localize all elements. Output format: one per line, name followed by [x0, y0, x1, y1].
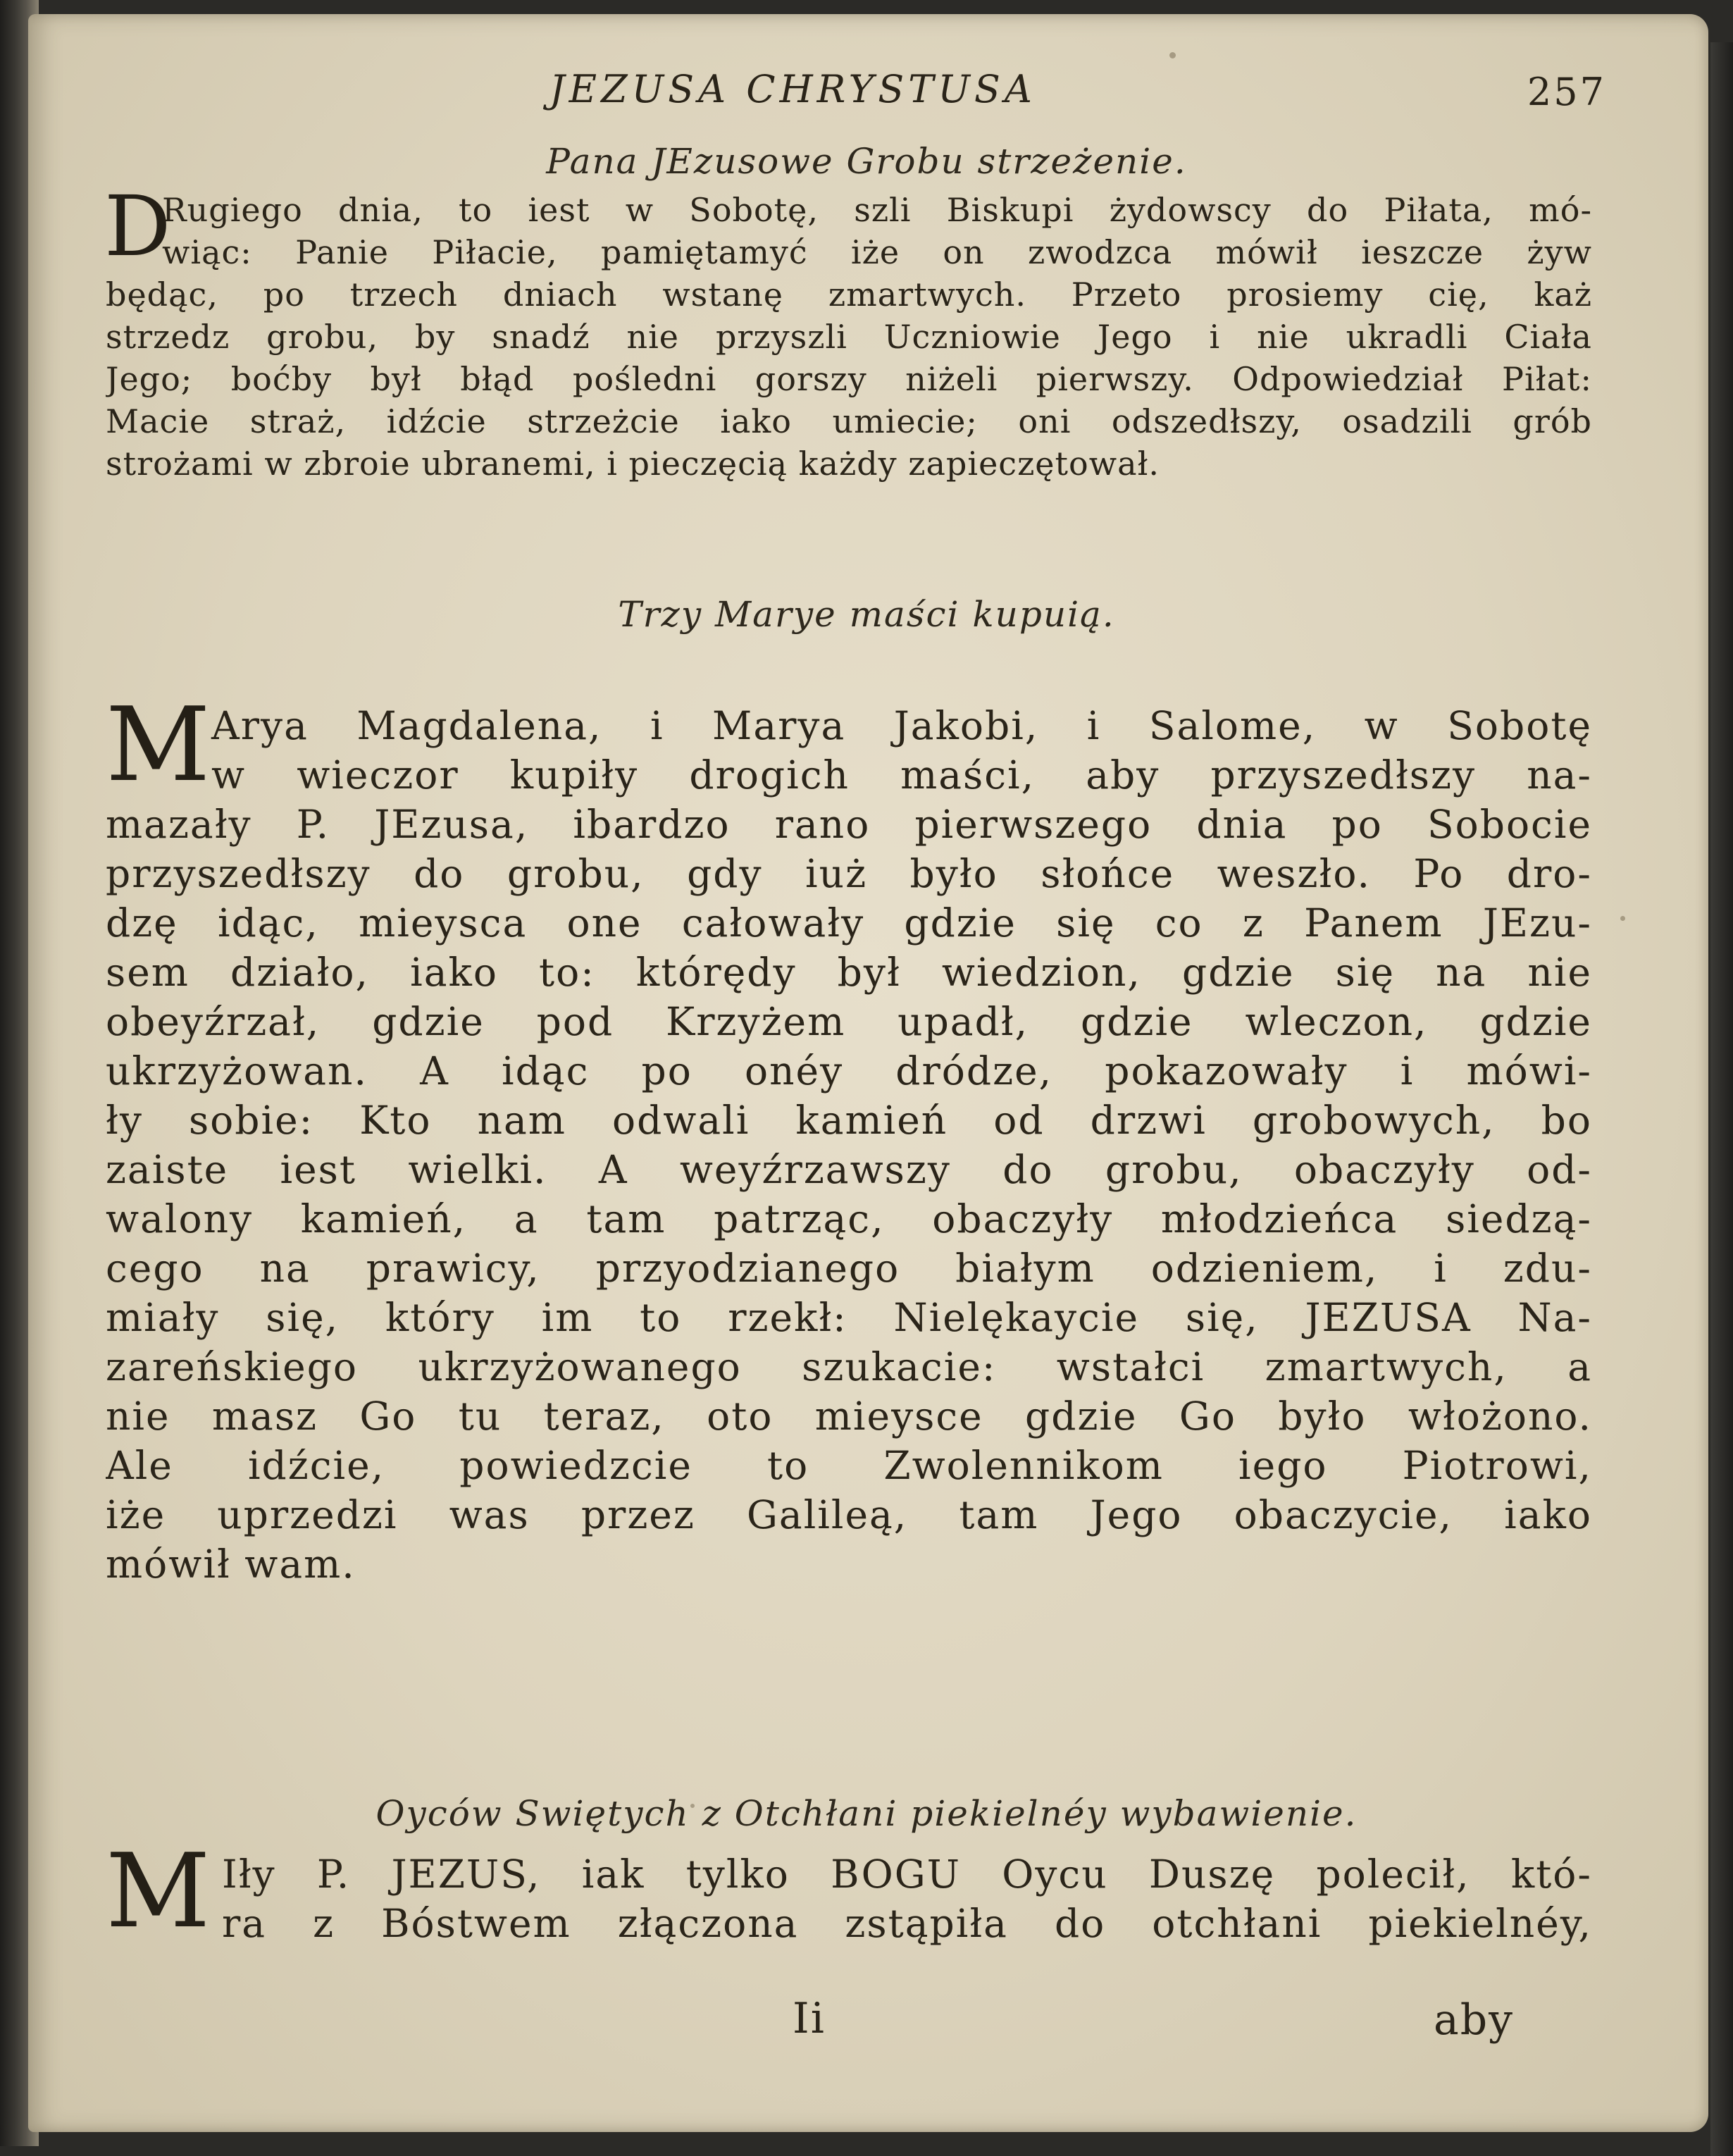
text-line: w wieczor kupiły drogich maści, aby przyszedłszy na-	[211, 752, 1592, 798]
text-line: strzedz grobu, by snadź nie przyszli Uczniowie Jego i nie ukradli Ciała	[106, 318, 1592, 356]
paper-speck	[1620, 916, 1625, 921]
drop-cap-d: D	[104, 178, 171, 275]
text-line: obeyźrzał, gdzie pod Krzyżem upadł, gdzie wleczon, gdzie	[106, 999, 1592, 1044]
text-line: ra z Bóstwem złączona zstąpiła do otchłani piekielnéy,	[222, 1901, 1592, 1946]
text-line: zaiste iest wielki. A weyźrzawszy do grobu, obaczyły od-	[106, 1147, 1592, 1192]
text-line: cego na prawicy, przyodzianego białym odzieniem, i zdu-	[106, 1246, 1592, 1291]
text-line: strożami w zbroie ubranemi, i pieczęcią każdy zapieczętował.	[106, 445, 1160, 483]
paragraph-grobu-strzezenie	[106, 189, 1592, 485]
text-line: dzę idąc, mieysca one całowały gdzie się co z Panem JEzu-	[106, 900, 1592, 946]
text-line: mazały P. JEzusa, ibardzo rano pierwszego dnia po Sobocie	[106, 802, 1592, 847]
text-line: mówił wam.	[106, 1542, 356, 1587]
text-line: Jego; boćby był błąd pośledni gorszy niżeli pierwszy. Odpowiedział Piłat:	[106, 360, 1592, 398]
text-line: wiąc: Panie Piłacie, pamiętamyć iże on zwodzca mówił ieszcze żyw	[162, 233, 1592, 271]
section-heading-2: Trzy Marye maści kupuią.	[618, 594, 1115, 635]
drop-cap-m: M	[106, 1832, 211, 1951]
page-edge-shadow	[1710, 42, 1733, 2156]
text-line: będąc, po trzech dniach wstanę zmartwych. Przeto prosiemy cię, każ	[106, 275, 1592, 314]
text-line: Ale idźcie, powiedzcie to Zwolennikom iego Piotrowi,	[106, 1443, 1592, 1488]
text-line: nie masz Go tu teraz, oto mieysce gdzie Go było włożono.	[106, 1394, 1592, 1439]
running-head	[77, 67, 1606, 116]
page-number: 257	[1527, 70, 1606, 114]
text-line: sem działo, iako to: którędy był wiedzion, gdzie się na nie	[106, 950, 1592, 995]
text-line: Rugiego dnia, to iest w Sobotę, szli Biskupi żydowscy do Piłata, mó-	[162, 191, 1592, 229]
text-line: Iły P. JEZUS, iak tylko BOGU Oycu Duszę polecił, któ-	[222, 1852, 1592, 1897]
drop-cap-m: M	[106, 686, 211, 805]
running-title: JEZUSA CHRYSTUSA	[549, 67, 1036, 111]
text-line: iże uprzedzi was przez Galileą, tam Jego obaczycie, iako	[106, 1492, 1592, 1537]
paragraph-trzy-marye	[106, 701, 1592, 1589]
text-line: zareńskiego ukrzyżowanego szukacie: wstałci zmartwych, a	[106, 1344, 1592, 1389]
text-line: ły sobie: Kto nam odwali kamień od drzwi grobowych, bo	[106, 1098, 1592, 1143]
section-heading-1: Pana JEzusowe Grobu strzeżenie.	[546, 141, 1187, 182]
catchword: aby	[1434, 1995, 1515, 2045]
signature-mark: Ii	[793, 1994, 826, 2043]
text-line: walony kamień, a tam patrząc, obaczyły młodzieńca siedzą-	[106, 1196, 1592, 1241]
text-line: miały się, który im to rzekł: Nielękaycie się, JEZUSA Na-	[106, 1295, 1592, 1340]
text-line: Arya Magdalena, i Marya Jakobi, i Salome, w Sobotę	[211, 703, 1592, 748]
paragraph-oycow-swietych	[106, 1850, 1592, 1948]
section-heading-3: Oyców Swiętych z Otchłani piekielnéy wybawienie.	[375, 1793, 1358, 1834]
text-line: Macie straż, idźcie strzeżcie iako umiecie; oni odszedłszy, osadzili grób	[106, 402, 1592, 440]
text-line: ukrzyżowan. A idąc po onéy drόdze, pokazowały i mówi-	[106, 1048, 1592, 1094]
text-line: przyszedłszy do grobu, gdy iuż było słońce weszło. Po dro-	[106, 851, 1592, 896]
paper-speck	[1169, 52, 1176, 58]
